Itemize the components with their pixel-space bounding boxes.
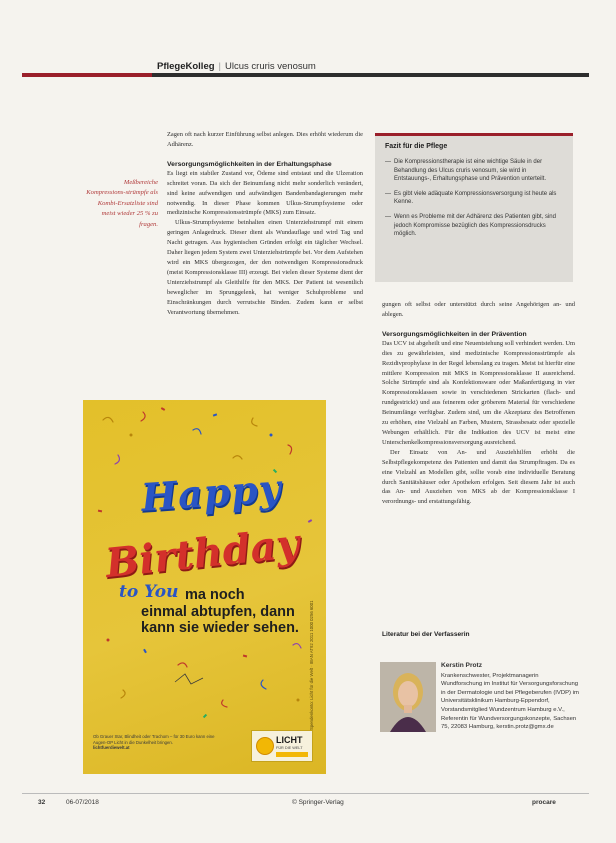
- article-column-2: [382, 300, 575, 507]
- issue-number: 06-07/2018: [66, 799, 99, 806]
- col1-subhead: Versorgungsmöglichkeiten in der Erhaltungsphase: [167, 160, 332, 168]
- header-accent-bar: [22, 73, 152, 77]
- fazit-title: Fazit für die Pflege: [385, 143, 448, 150]
- ad-vertical-text: Spendenkonto: Licht für die Welt · IBAN AT92 2011 1000 0256 6001: [309, 600, 314, 730]
- col1-paragraph-2: Ulkus-Strumpfsysteme beinhalten einen Unterziehstrumpf mit einem geringen Anlagedruck. Dieser dient als Wundauflage und wird Tag und Nacht getragen. Aus hygienischen Gründen erfolgt ein täglicher Wechsel. Daher liegen jedem System zwei Unterziehstrümpfe bei. Vor dem Aufstehen wird ein MKS übergezogen, der den notwendigen Kompressionsdruck (meist Kompressionsklasse III) erzeugt. Bei vielen dieser Systeme dient der Unterziehstrumpf als Gleithilfe für den MKS. Der Patient ist wesentlich beweglicher im Sprunggelenk, hat weniger Schuhprobleme und Einschränkungen durch verrutschte Binden. Zudem kann er selbst Verantwortung übernehmen.: [167, 219, 363, 316]
- author-bio-block: [441, 662, 581, 732]
- ad-logo-bar: [276, 752, 308, 757]
- ad-happy-text: Happy: [139, 465, 284, 520]
- col2-subhead: Versorgungsmöglichkeiten in der Prävention: [382, 330, 527, 338]
- author-portrait-icon: [380, 662, 436, 732]
- literature-note: Literatur bei der Verfasserin: [382, 631, 470, 638]
- header-separator: |: [218, 61, 222, 72]
- side-quote: Meßbereiche Kompressions-strümpfe als Kombi-Ersatzliste sind meist wieder 25 % zu fragen.: [86, 179, 158, 228]
- running-header: [157, 61, 316, 72]
- author-photo: [380, 662, 436, 732]
- ad-logo-text: LICHT: [276, 735, 303, 745]
- magazine-brand: procare: [532, 799, 556, 806]
- ad-small-text: Ob Grauer Star, Blindheit oder Trachom – für 30 Euro kann eine Augen-OP Licht in die Dunkelheit bringen.: [93, 734, 215, 745]
- col2-intro: gungen oft selbst oder unterstützt durch seine Angehörigen an- und ablegen.: [382, 301, 575, 318]
- col1-paragraph-1: Es liegt ein stabiler Zustand vor, Ödeme sind entstaut und die Ulzeration schreitet voran. Da sich der Beinumfang nicht mehr sonderlich verändert, sind keine aufwendigen und aufwändigen Bandenbandagierungen mehr notwendig. In dieser Phase kommen Ulkus-Strumpfsysteme oder medizinische Kompressionsstrümpfe (MKS) zum Einsatz.: [167, 169, 363, 217]
- fazit-item: — Es gibt viele adäquate Kompressionsversorgung ist heute als Kenne.: [385, 190, 565, 207]
- ad-tagline-line-1: ma noch: [185, 587, 245, 603]
- col1-intro: Zagen oft nach kurzer Einführung selbst anlegen. Dies erhöht wiederum die Adhärenz.: [167, 131, 363, 148]
- publisher: © Springer-Verlag: [292, 799, 344, 806]
- licht-fuer-die-welt-logo: [251, 730, 313, 762]
- fazit-item: — Die Kompressionstherapie ist eine wichtige Säule in der Behandlung des Ulcus cruris venosum, sie wird in Entstauungs-, Erhaltungsphase und Prävention unterteilt.: [385, 158, 565, 184]
- author-name: Kerstin Protz: [441, 662, 483, 669]
- fazit-list: [385, 158, 565, 245]
- header-topic: Ulcus cruris venosum: [225, 61, 316, 72]
- ad-tagline-line-2: einmal abtupfen, dann: [141, 603, 295, 620]
- footer-rule: [22, 793, 589, 794]
- fazit-item: — Wenn es Probleme mit der Adhärenz des Patienten gibt, sind jedoch Kompromisse bezüglich des Kompressionsdrucks möglich.: [385, 213, 565, 239]
- article-column-1: [167, 130, 363, 317]
- ad-logo-subtext: FÜR DIE WELT: [276, 746, 303, 750]
- ad-to-you-text: to You: [119, 582, 179, 602]
- author-bio: Krankenschwester, Projektmanagerin Wundforschung im Institut für Versorgungsforschung in der Dermatologie und bei Pflegeberufen (IVDP) im Universitätsklinikum Hamburg-Eppendorf, Vorstandsmitglied Wundzentrum Hamburg e.V., Referentin für Wundversorgungskonzepte, Sachsen 75, 22083 Hamburg, kerstin.protz@gmx.de: [441, 672, 579, 731]
- col2-paragraph-1: Das UCV ist abgeheilt und eine Neuentstehung soll verhindert werden. Um dies zu gewährleisten, sind medizinische Kompressionsstrümpfe als Rezidivprophylaxe in der Regel lebenslang zu tragen. Meist ist hierfür eine mittlere Kompression mit MKS in Kompressionsklasse II ausreichend. Solche Strümpfe sind als Konfektionsware oder Maßanfertigung in vier Kompressionsklassen sowie in verschiedenen Strickarten (flach- und rundgestrickt) und aus feinerem oder gröberem Material für verschiedene Beinumfänge verfügbar. Zudem sind, um die Akzeptanz des Betroffenen zu erhöhen, eine Vielzahl an Farben, Mustern, Strassbesatz oder spezielle Webungen erhältlich. Für die Indikation des UCV ist meist eine Unterschenkelkompressionsversorgung ausreichend.: [382, 339, 575, 446]
- ad-small-print: [93, 734, 223, 751]
- page-number: 32: [38, 799, 46, 806]
- ad-url[interactable]: lichtfuerdiewelt.at: [93, 745, 130, 751]
- header-section: PflegeKolleg: [157, 61, 215, 72]
- ad-tagline: [141, 587, 321, 637]
- col2-paragraph-2: Der Einsatz von An- und Ausziehhilfen erhöht die Selbstpflegekompetenz des Patienten und damit das Strumpftragen. Da es eine Vielzahl an Modellen gibt, sollte vorab eine individuelle Beratung durch Sanitätshäuser oder Apotheken erfolgen. Seit diesem Jahr ist auch das An- und Ausziehen von MKS ab der Kompressionsklasse I verordnungs- und erstattungsfähig.: [382, 448, 575, 506]
- sun-icon: [256, 737, 274, 755]
- birthday-advertisement[interactable]: [83, 400, 326, 774]
- ad-birthday-text: Birthday: [103, 519, 302, 588]
- fazit-box: [375, 133, 573, 282]
- ad-tagline-line-3: kann sie wieder sehen.: [141, 620, 299, 636]
